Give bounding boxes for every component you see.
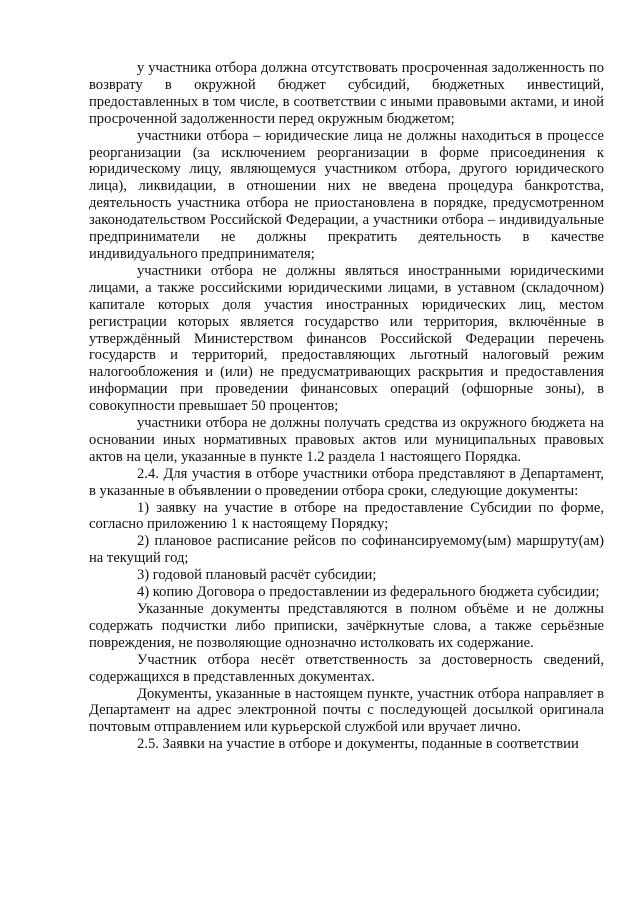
list-item-calculation: 3) годовой плановый расчёт субсидии; <box>137 567 377 584</box>
paragraph-other-funds: участники отбора не должны получать средства из окружного бюджета на основании иных нормативных правовых актов или муниципальных правовых актов на цели, указанные в пункте 1.2 раздела 1 настоящего Порядка. <box>89 415 604 465</box>
list-item-schedule: 2) плановое расписание рейсов по софинансируемому(ым) маршруту(ам) на текущий год; <box>89 533 604 567</box>
paragraph-submission-method: Документы, указанные в настоящем пункте, участник отбора направляет в Департамент на адрес электронной почты с последующей досылкой оригинала почтовым отправлением или курьерской службой или вручает лично. <box>89 685 604 736</box>
paragraph-foreign-entities: участники отбора не должны являться иностранными юридическими лицами, а также российскими юридическими лицами, в уставном (складочном) капитале которых доля участия иностранных юридических лиц, местом регистрации которых является государство или территория, включённые в утверждённый Министерством финансов Российской Федерации перечень государств и территорий, предоставляющих льготный налоговый режим налогообложения и (или) не предусматривающих раскрытия и предоставления информации при проведении финансовых операций (офшорные зоны), в совокупности превышает 50 процентов; <box>89 262 604 415</box>
paragraph-responsibility: Участник отбора несёт ответственность за достоверность сведений, содержащихся в представленных документах. <box>89 651 604 685</box>
paragraph-document-requirements: Указанные документы представляются в полном объёме и не должны содержать подчистки либо приписки, зачёркнутые слова, а также серьёзные повреждения, не позволяющие однозначно истолковать их содержание. <box>89 601 604 651</box>
document-page <box>89 60 604 753</box>
paragraph-overdue-debt: у участника отбора должна отсутствовать просроченная задолженность по возврату в окружной бюджет субсидий, бюджетных инвестиций, предоставленных в том числе, в соответствии с иными правовыми актами, и иной просроченной задолженности перед окружным бюджетом; <box>89 60 604 127</box>
list-item-contract-copy: 4) копию Договора о предоставлении из федерального бюджета субсидии; <box>137 584 600 601</box>
paragraph-reorganization: участники отбора – юридические лица не должны находиться в процессе реорганизации (за исключением реорганизации в форме присоединения к юридическому лицу, являющемуся участником отбора, другого юридического лица), ликвидации, в отношении них не введена процедура банкротства, деятельность участника отбора не приостановлена в порядке, предусмотренном законодательством Российской Федерации, а участники отбора – индивидуальные предприниматели не должны прекратить деятельность в качестве индивидуального предпринимателя; <box>89 127 604 262</box>
list-item-application: 1) заявку на участие в отборе на предоставление Субсидии по форме, согласно приложению 1 к настоящему Порядку; <box>89 499 604 533</box>
paragraph-section-2-4: 2.4. Для участия в отборе участники отбора представляют в Департамент, в указанные в объявлении о проведении отбора сроки, следующие документы: <box>89 465 604 499</box>
paragraph-section-2-5: 2.5. Заявки на участие в отборе и документы, поданные в соответствии <box>137 736 579 753</box>
